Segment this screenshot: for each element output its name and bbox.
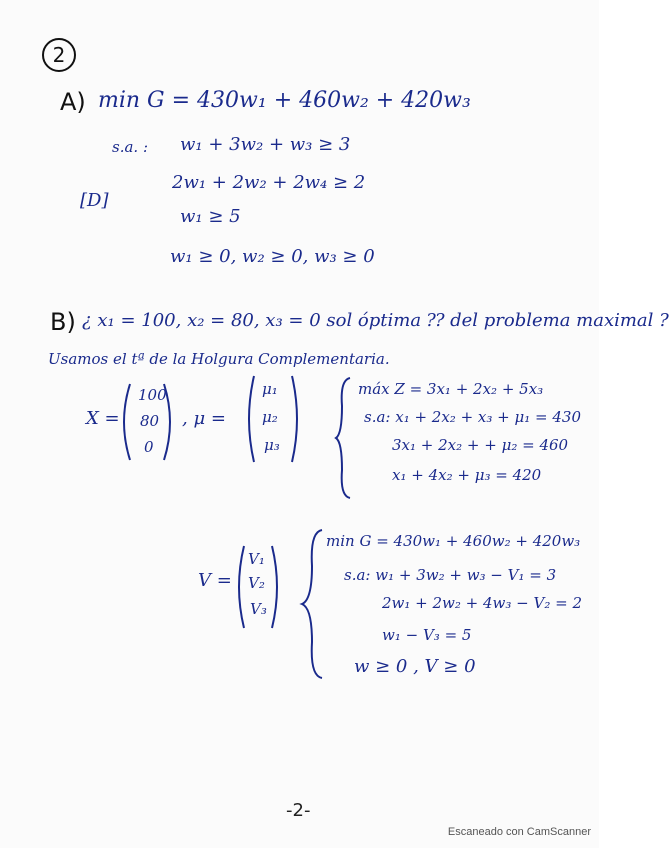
scanner-watermark: Escaneado con CamScanner [447,826,591,838]
v-vector-label: V = [198,570,232,591]
dual-constraint-1: s.a: w₁ + 3w₂ + w₃ − V₁ = 3 [344,566,557,584]
mu-value-2: μ₂ [262,408,278,426]
problem-number-circle [42,38,76,72]
v-value-3: V₃ [250,600,267,618]
part-a-constraint-1: w₁ + 3w₂ + w₃ ≥ 3 [180,134,351,155]
mu-value-1: μ₁ [262,380,278,398]
primal-constraint-1: s.a: x₁ + 2x₂ + x₃ + μ₁ = 430 [364,408,582,426]
part-a-letter: A) [60,88,86,116]
part-b-letter: B) [50,308,76,336]
page-number: -2- [286,800,311,821]
primal-constraint-3: x₁ + 4x₂ + μ₃ = 420 [392,466,542,484]
x-vector-label: X = [86,408,120,429]
x-value-1: 100 [138,386,167,404]
dual-constraint-2: 2w₁ + 2w₂ + 4w₃ − V₂ = 2 [382,594,582,612]
part-a-nonnegativity: w₁ ≥ 0, w₂ ≥ 0, w₃ ≥ 0 [170,246,375,267]
part-a-sa-label: s.a. : [112,138,148,156]
mu-vector-values [260,380,290,460]
primal-constraint-2: 3x₁ + 2x₂ + + μ₂ = 460 [392,436,569,454]
dual-system-brace [300,528,326,680]
part-b-method: Usamos el tª de la Holgura Complementaria. [48,350,390,368]
primal-objective: máx Z = 3x₁ + 2x₂ + 5x₃ [358,380,544,398]
dual-constraint-3: w₁ − V₃ = 5 [382,626,472,644]
primal-system-brace [334,376,354,500]
part-a-constraint-2: 2w₁ + 2w₂ + 2w₄ ≥ 2 [172,172,366,193]
x-vector-values [134,386,167,460]
x-value-2: 80 [140,412,160,430]
dual-objective: min G = 430w₁ + 460w₂ + 420w₃ [326,532,581,550]
v-value-1: V₁ [248,550,265,568]
mu-vector-label: , μ = [182,408,226,429]
dual-nonnegativity: w ≥ 0 , V ≥ 0 [354,656,476,677]
mu-value-3: μ₃ [264,436,280,454]
part-a-dual-label: [D] [80,190,109,211]
part-b-question: ¿ x₁ = 100, x₂ = 80, x₃ = 0 sol óptima ⁇ del problema maximal ? [82,310,669,331]
v-vector-values [248,550,276,626]
problem-number: 2 [52,43,66,67]
part-a-constraint-3: w₁ ≥ 5 [180,206,241,227]
v-value-2: V₂ [248,574,265,592]
part-a-objective: min G = 430w₁ + 460w₂ + 420w₃ [98,88,471,113]
x-value-3: 0 [144,438,154,456]
